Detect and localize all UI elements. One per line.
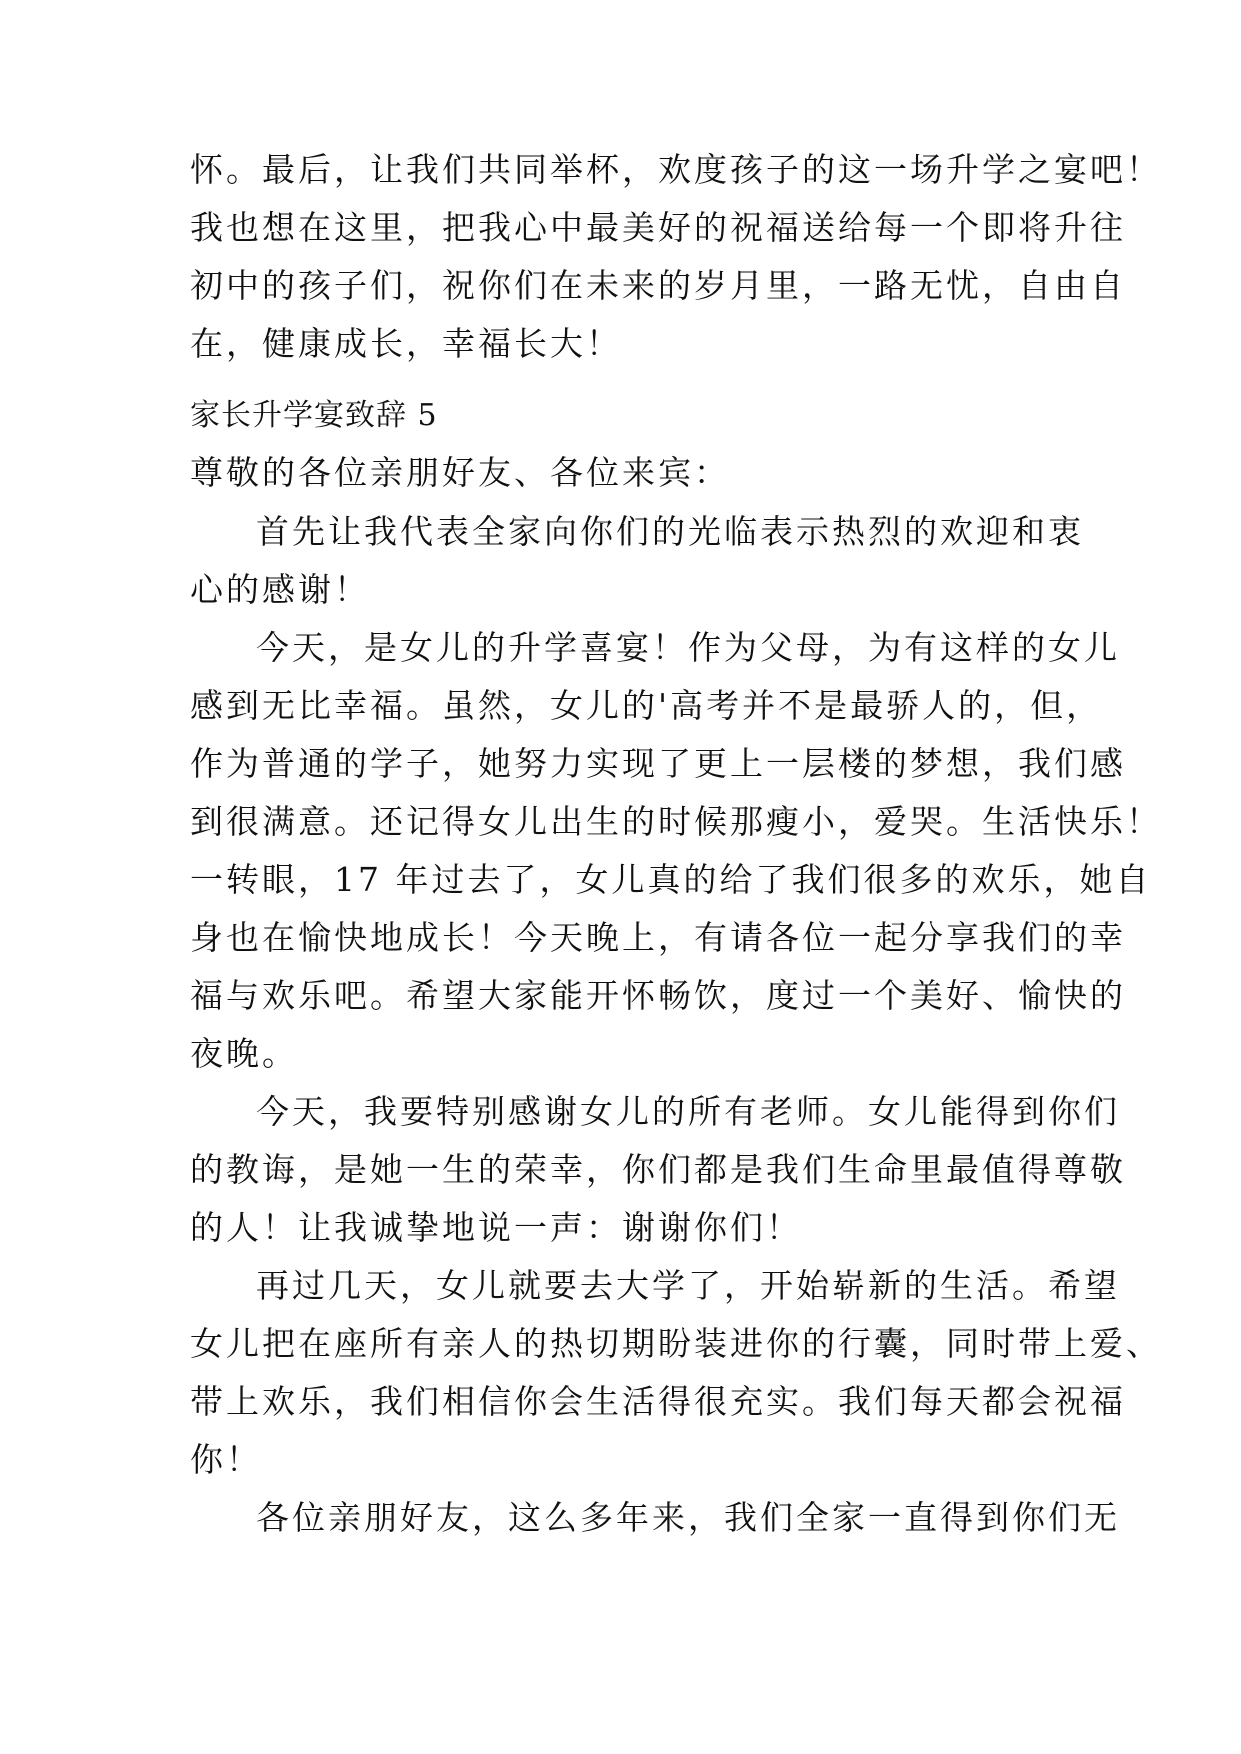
paragraph-line: 首先让我代表全家向你们的光临表示热烈的欢迎和衷 — [256, 512, 1084, 551]
paragraph-line: 心的感谢！ — [190, 570, 370, 609]
paragraph-line: 感到无比幸福。虽然，女儿的'高考并不是最骄人的，但， — [190, 686, 1103, 725]
text-line: 怀。最后，让我们共同举杯，欢度孩子的这一场升学之宴吧！ — [190, 150, 1162, 189]
paragraph-line: 福与欢乐吧。希望大家能开怀畅饮，度过一个美好、愉快的 — [190, 976, 1126, 1015]
paragraph-line: 你！ — [190, 1440, 262, 1479]
section-heading: 家长升学宴致辞 5 — [190, 398, 438, 433]
text-line: 初中的孩子们，祝你们在未来的岁月里，一路无忧，自由自 — [190, 266, 1126, 305]
paragraph-line: 的教诲，是她一生的荣幸，你们都是我们生命里最值得尊敬 — [190, 1150, 1126, 1189]
paragraph-line: 到很满意。还记得女儿出生的时候那瘦小，爱哭。生活快乐！ — [190, 802, 1162, 841]
paragraph-line: 今天，是女儿的升学喜宴！作为父母，为有这样的女儿 — [256, 628, 1120, 667]
text-line: 我也想在这里，把我心中最美好的祝福送给每一个即将升往 — [190, 208, 1126, 247]
paragraph-line: 带上欢乐，我们相信你会生活得很充实。我们每天都会祝福 — [190, 1382, 1126, 1421]
paragraph-line: 身也在愉快地成长！今天晚上，有请各位一起分享我们的幸 — [190, 918, 1126, 957]
paragraph-line: 各位亲朋好友，这么多年来，我们全家一直得到你们无 — [256, 1498, 1120, 1537]
paragraph-line: 的人！让我诚挚地说一声：谢谢你们！ — [190, 1208, 802, 1247]
paragraph-line: 一转眼，17 年过去了，女儿真的给了我们很多的欢乐，她自 — [190, 860, 1152, 899]
paragraph-line: 再过几天，女儿就要去大学了，开始崭新的生活。希望 — [256, 1266, 1120, 1305]
paragraph-line: 女儿把在座所有亲人的热切期盼装进你的行囊，同时带上爱、 — [190, 1324, 1162, 1363]
paragraph-line: 作为普通的学子，她努力实现了更上一层楼的梦想，我们感 — [190, 744, 1126, 783]
salutation: 尊敬的各位亲朋好友、各位来宾： — [190, 453, 730, 492]
text-line: 在，健康成长，幸福长大！ — [190, 324, 622, 363]
paragraph-line: 夜晚。 — [190, 1034, 298, 1073]
paragraph-line: 今天，我要特别感谢女儿的所有老师。女儿能得到你们 — [256, 1092, 1120, 1131]
